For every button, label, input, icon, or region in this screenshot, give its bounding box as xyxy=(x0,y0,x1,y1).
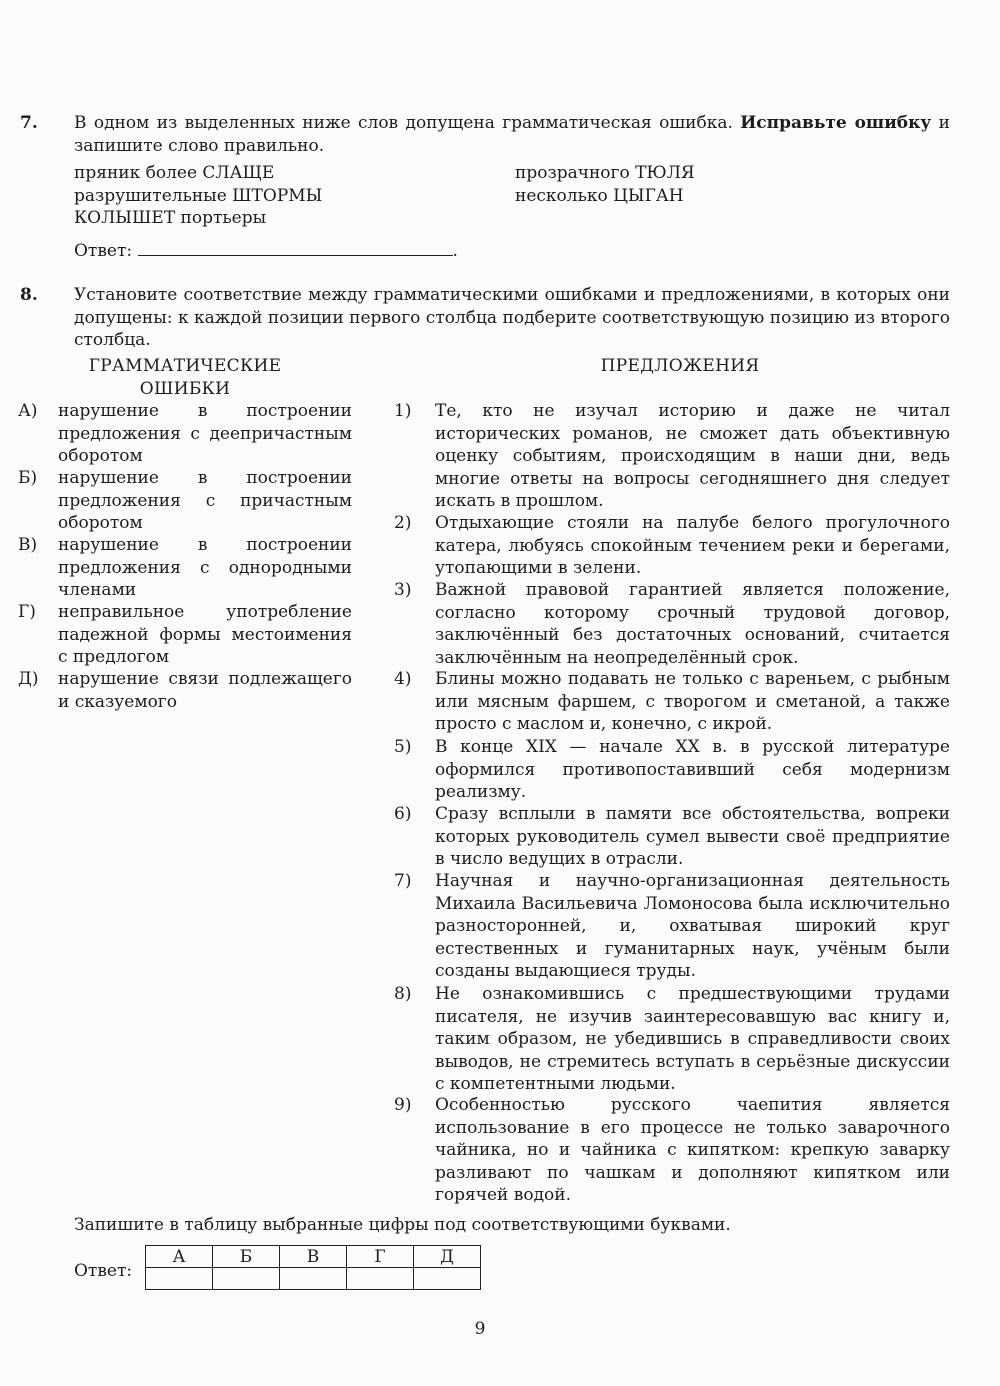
sentence-text: Не ознакомившись с предшествующими трудами писателя, не изучив заинтересовавшую вас книгу и, таким образом, не убедившись в справедливости своих выводов, не стремитесь вступать в серьёзные дискуссии с компетентными людьми. xyxy=(435,984,950,1094)
error-text: нарушение связи подлежащего и сказуемого xyxy=(58,669,352,712)
sentence-text: Отдыхающие стояли на палубе белого прогулочного катера, любуясь спокойным течением реки и берегами, утопающими в зелени. xyxy=(435,513,950,578)
answer-label: Ответ: xyxy=(74,241,133,261)
answer-cell-a[interactable] xyxy=(146,1268,213,1290)
answer-cell-v[interactable] xyxy=(280,1268,347,1290)
page-number: 9 xyxy=(474,1319,486,1339)
answer-table-header-cell: А xyxy=(146,1246,213,1268)
question-7-words-right xyxy=(515,162,915,207)
word-option: КОЛЫШЕТ портьеры xyxy=(74,208,267,228)
answer-cell-d[interactable] xyxy=(414,1268,481,1290)
sentence-text: Особенностью русского чаепития является использование в его процессе не только заварочного чайника, но и чайника с кипятком: крепкую заварку разливают по чашкам и дополняют кипятком или горячей водой. xyxy=(435,1095,950,1205)
sentence-text: Научная и научно-организационная деятельность Михаила Васильевича Ломоносова была исключительно разносторонней, и, охватывая широкий круг естественных и гуманитарных наук, учёным были созданы выдающиеся труды. xyxy=(435,871,950,981)
question-7-number: 7. xyxy=(20,113,38,133)
question-7-instruction-bold: Исправьте ошибку xyxy=(740,113,932,133)
error-label: Г) xyxy=(18,602,36,622)
word-option: несколько ЦЫГАН xyxy=(515,185,684,206)
sentence-label: 3) xyxy=(394,580,412,600)
error-text: нарушение в построении предложения с деепричастным оборотом xyxy=(58,401,352,466)
error-label: Б) xyxy=(18,468,38,488)
answer-table xyxy=(145,1245,481,1290)
question-7-instruction-text: В одном из выделенных ниже слов допущена грамматическая ошибка. xyxy=(74,113,733,133)
sentence-label: 8) xyxy=(394,984,412,1004)
errors-column-header xyxy=(40,355,330,400)
sentence-label: 6) xyxy=(394,804,412,824)
sentences-column-header: ПРЕДЛОЖЕНИЯ xyxy=(600,356,760,376)
answer-line-end: . xyxy=(452,241,458,261)
error-label: В) xyxy=(18,535,38,555)
sentence-text: В конце XIX — начале XX в. в русской литературе оформился противопоставивший себя модернизм реализму. xyxy=(435,737,950,802)
question-7-instruction xyxy=(74,112,950,157)
error-label: Д) xyxy=(18,669,39,689)
errors-header-line-1: ГРАММАТИЧЕСКИЕ xyxy=(88,356,282,376)
answer-table-input-row xyxy=(146,1268,481,1290)
sentence-label: 7) xyxy=(394,871,412,891)
question-8-number: 8. xyxy=(20,285,38,305)
sentence-label: 9) xyxy=(394,1095,412,1115)
answer-table-header-row xyxy=(146,1246,481,1268)
errors-header-line-2: ОШИБКИ xyxy=(139,378,231,399)
error-text: нарушение в построении предложения с причастным оборотом xyxy=(58,468,352,533)
sentence-text: Важной правовой гарантией является положение, согласно которому срочный трудовой договор, заключённый без достаточных оснований, считается заключённым на неопределённый срок. xyxy=(435,580,950,668)
sentence-label: 4) xyxy=(394,669,412,689)
word-option: пряник более СЛАЩЕ xyxy=(74,163,275,183)
answer-input-line[interactable] xyxy=(138,239,453,256)
sentence-text: Те, кто не изучал историю и даже не читал исторических романов, не сможет дать объективную оценку событиям, происходящим в наши дни, ведь многие ответы на вопросы сегодняшнего дня следует искать в прошлом. xyxy=(435,401,950,511)
error-label: А) xyxy=(18,401,38,421)
word-option: прозрачного ТЮЛЯ xyxy=(515,163,695,183)
answer-table-header-cell: Б xyxy=(213,1246,280,1268)
question-8-instruction: Установите соответствие между грамматическими ошибками и предложениями, в которых они допущены: к каждой позиции первого столбца подберите соответствующую позицию из второго столбца. xyxy=(74,285,950,350)
word-option: разрушительные ШТОРМЫ xyxy=(74,185,323,206)
answer-table-header-cell: Д xyxy=(414,1246,481,1268)
question-7-answer-line xyxy=(74,239,458,263)
sentence-label: 1) xyxy=(394,401,412,421)
question-8-answer-label: Ответ: xyxy=(74,1261,133,1281)
answer-table-header-cell: В xyxy=(280,1246,347,1268)
sentence-text: Блины можно подавать не только с вареньем, с рыбным или мясным фаршем, с творогом и сметаной, а также просто с маслом и, конечно, с икрой. xyxy=(435,669,950,734)
sentence-label: 2) xyxy=(394,513,412,533)
answer-cell-g[interactable] xyxy=(347,1268,414,1290)
question-7-words-left xyxy=(74,162,474,230)
error-text: нарушение в построении предложения с однородными членами xyxy=(58,535,352,600)
answer-table-header-cell: Г xyxy=(347,1246,414,1268)
error-text: неправильное употребление падежной формы местоимения с предлогом xyxy=(58,602,352,667)
sentence-label: 5) xyxy=(394,737,412,757)
answer-cell-b[interactable] xyxy=(213,1268,280,1290)
table-instruction: Запишите в таблицу выбранные цифры под соответствующими буквами. xyxy=(74,1215,731,1235)
sentence-text: Сразу всплыли в памяти все обстоятельства, вопреки которых руководитель сумел вывести своё предприятие в число ведущих в отрасли. xyxy=(435,804,950,869)
question-7-instruction-tail: и запишите слово правильно. xyxy=(74,113,950,156)
